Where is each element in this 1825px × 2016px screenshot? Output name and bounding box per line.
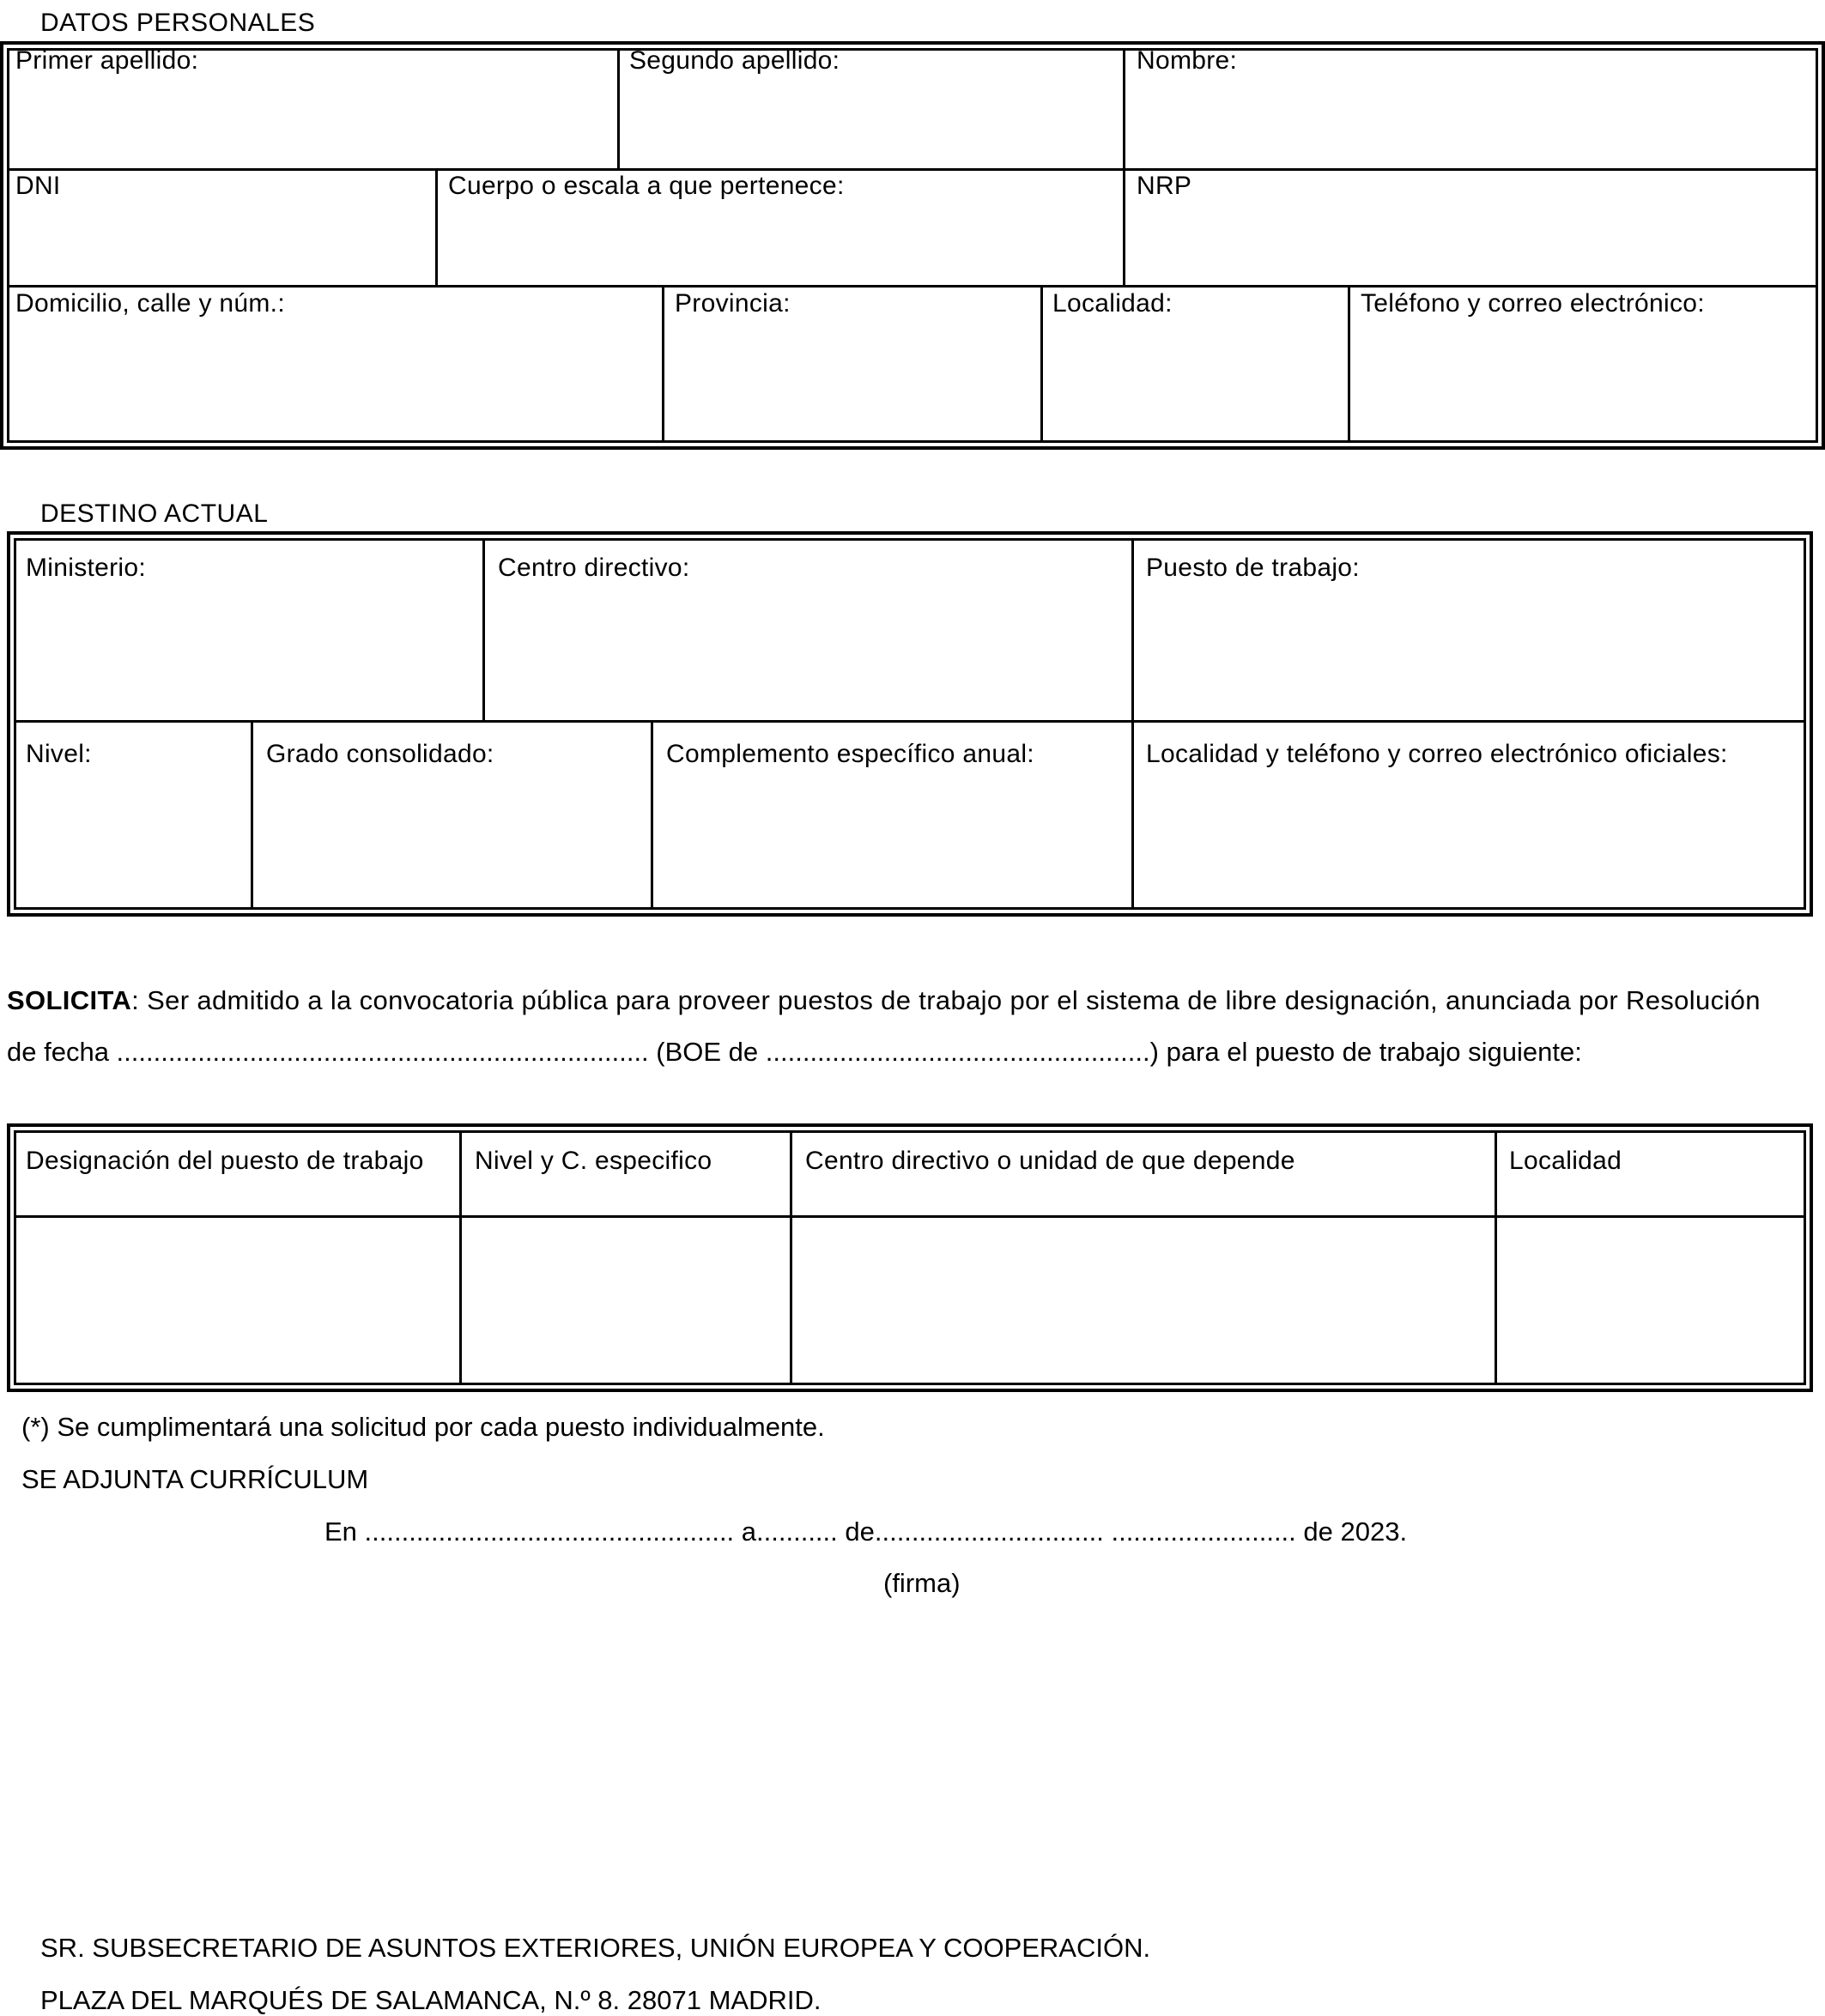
row-divider xyxy=(7,285,1818,288)
primer-apellido-field[interactable]: Primer apellido: xyxy=(15,46,199,75)
destino-actual-table xyxy=(14,538,1806,910)
localidad-oficial-field[interactable]: Localidad y teléfono y correo electrónico oficiales: xyxy=(1146,740,1728,768)
col-divider xyxy=(435,168,438,287)
cuerpo-field[interactable]: Cuerpo o escala a que pertenece: xyxy=(448,172,845,200)
puesto-trabajo-field[interactable]: Puesto de trabajo: xyxy=(1146,554,1360,582)
destino-actual-title: DESTINO ACTUAL xyxy=(40,499,269,528)
col-divider xyxy=(617,48,620,170)
segundo-apellido-field[interactable]: Segundo apellido: xyxy=(629,46,840,75)
solicita-line-1 xyxy=(7,985,1818,1016)
complemento-especifico-field[interactable]: Complemento específico anual: xyxy=(666,740,1034,768)
adjunta-curriculum: SE ADJUNTA CURRÍCULUM xyxy=(21,1464,369,1494)
nota-text: (*) Se cumplimentará una solicitud por cada puesto individualmente. xyxy=(21,1412,825,1442)
input-localidad-cell[interactable] xyxy=(1497,1218,1804,1383)
destinatario-line-1: SR. SUBSECRETARIO DE ASUNTOS EXTERIORES, UNIÓN EUROPEA Y COOPERACIÓN. xyxy=(40,1933,1151,1963)
destinatario-line-2: PLAZA DEL MARQUÉS DE SALAMANCA, N.º 8. 28071 MADRID. xyxy=(40,1985,822,2015)
col-divider xyxy=(651,720,653,910)
datos-personales-table xyxy=(7,48,1818,443)
header-centro-directivo: Centro directivo o unidad de que depende xyxy=(805,1147,1295,1175)
header-localidad: Localidad xyxy=(1509,1147,1622,1175)
col-divider xyxy=(482,538,485,722)
col-divider xyxy=(1123,48,1125,170)
col-divider xyxy=(662,285,664,443)
telefono-field[interactable]: Teléfono y correo electrónico: xyxy=(1361,289,1705,318)
firma-label: (firma) xyxy=(883,1568,961,1598)
header-designacion: Designación del puesto de trabajo xyxy=(26,1147,424,1175)
input-designacion-cell[interactable] xyxy=(16,1218,459,1383)
datos-personales-title: DATOS PERSONALES xyxy=(40,9,316,37)
solicita-label: SOLICITA xyxy=(7,985,132,1015)
fecha-linea: En .................................................. a........... de............................... ......................... de 2023. xyxy=(324,1517,1408,1547)
col-divider xyxy=(1348,285,1350,443)
provincia-field[interactable]: Provincia: xyxy=(675,289,791,318)
col-divider xyxy=(1123,168,1125,287)
nombre-field[interactable]: Nombre: xyxy=(1137,46,1238,75)
col-divider xyxy=(251,720,253,910)
grado-consolidado-field[interactable]: Grado consolidado: xyxy=(266,740,494,768)
col-divider xyxy=(1131,538,1134,910)
localidad-field[interactable]: Localidad: xyxy=(1052,289,1173,318)
centro-directivo-field[interactable]: Centro directivo: xyxy=(498,554,690,582)
solicita-line-2: de fecha ........................................................................ (BOE de ....................................................) para el puesto de trabajo siguiente: xyxy=(7,1037,1582,1067)
ministerio-field[interactable]: Ministerio: xyxy=(26,554,146,582)
dni-field[interactable]: DNI xyxy=(15,172,61,200)
row-divider xyxy=(14,720,1806,723)
col-divider xyxy=(1040,285,1043,443)
row-divider xyxy=(7,168,1818,171)
nivel-field[interactable]: Nivel: xyxy=(26,740,92,768)
domicilio-field[interactable]: Domicilio, calle y núm.: xyxy=(15,289,285,318)
input-nivel-cell[interactable] xyxy=(462,1218,790,1383)
solicita-text: : Ser admitido a la convocatoria pública para proveer puestos de trabajo por el sistema de libre designación, anunciada por Resolución xyxy=(131,985,1761,1015)
nrp-field[interactable]: NRP xyxy=(1137,172,1192,200)
header-nivel: Nivel y C. especifico xyxy=(475,1147,712,1175)
input-centro-cell[interactable] xyxy=(792,1218,1495,1383)
